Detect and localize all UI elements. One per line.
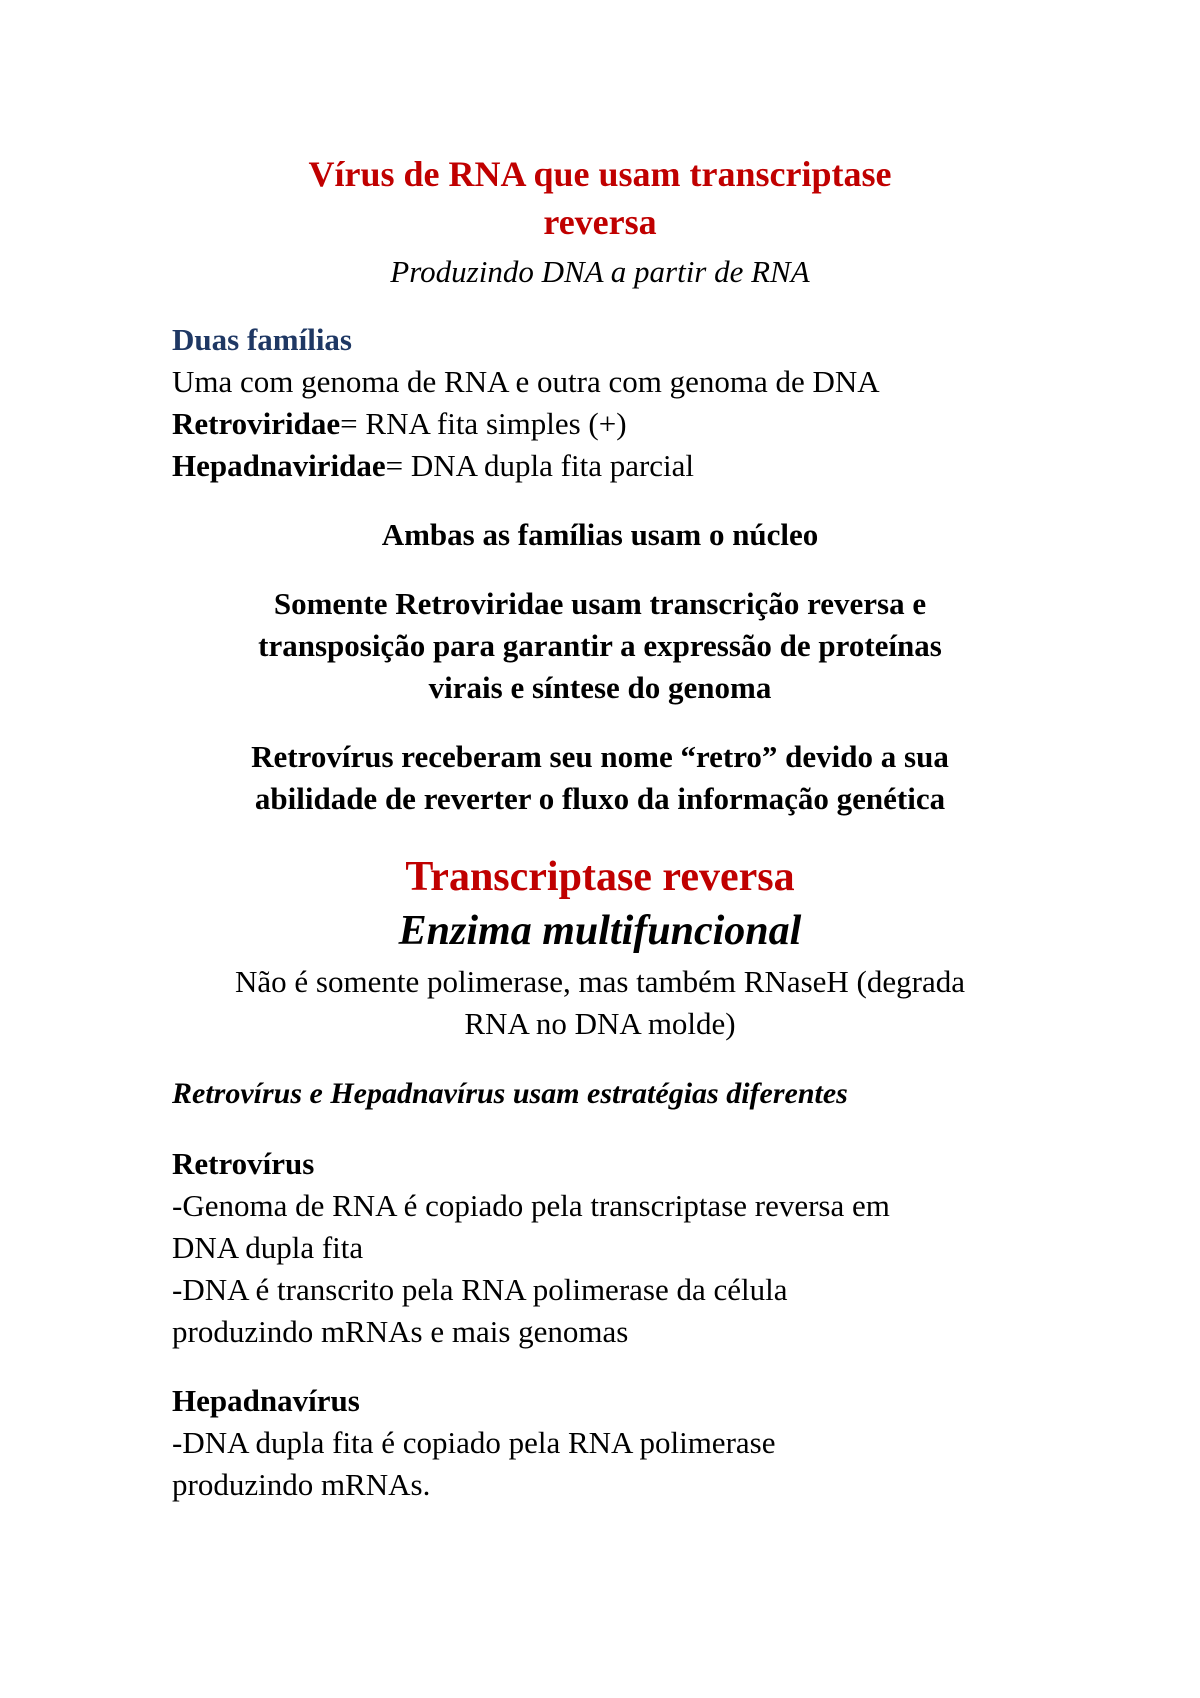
retrovirus-line-4: produzindo mRNAs e mais genomas — [172, 1314, 629, 1349]
enzyme-desc-line-1: Não é somente polimerase, mas também RNaseH (degrada — [235, 964, 965, 999]
hepadnavirus-heading: Hepadnavírus — [172, 1383, 360, 1418]
enzyme-desc-line-2: RNA no DNA molde) — [464, 1006, 736, 1041]
name-statement-line-2: abilidade de reverter o fluxo da informação genética — [254, 781, 946, 816]
main-subtitle: Produzindo DNA a partir de RNA — [390, 254, 810, 289]
retro-statement-line-3: virais e síntese do genoma — [428, 670, 772, 705]
family-name: Retroviridae — [172, 406, 341, 441]
retro-statement-line-1: Somente Retroviridae usam transcrição reversa e — [273, 586, 927, 621]
families-intro: Uma com genoma de RNA e outra com genoma de DNA — [172, 364, 880, 399]
section-subtitle: Enzima multifuncional — [398, 908, 802, 954]
family-desc: = RNA fita simples (+) — [340, 406, 627, 441]
hepadnavirus-line-2: produzindo mRNAs. — [172, 1467, 431, 1502]
retro-statement-line-2: transposição para garantir a expressão de proteínas — [258, 628, 942, 663]
strategies-statement: Retrovírus e Hepadnavírus usam estratégias diferentes — [172, 1077, 848, 1110]
main-title-line-1: Vírus de RNA que usam transcriptase — [308, 154, 892, 194]
hepadnavirus-line-1: -DNA dupla fita é copiado pela RNA polimerase — [172, 1425, 776, 1460]
section-title: Transcriptase reversa — [405, 854, 795, 900]
main-title-line-2: reversa — [543, 202, 657, 242]
retrovirus-line-1: -Genoma de RNA é copiado pela transcriptase reversa em — [172, 1188, 890, 1223]
families-heading: Duas famílias — [172, 322, 352, 357]
family-name: Hepadnaviridae — [172, 448, 386, 483]
family-desc: = DNA dupla fita parcial — [385, 448, 695, 483]
nucleus-statement: Ambas as famílias usam o núcleo — [381, 517, 819, 552]
family-item-retroviridae — [172, 408, 627, 439]
family-item-hepadnaviridae — [172, 450, 694, 481]
name-statement-line-1: Retrovírus receberam seu nome “retro” devido a sua — [251, 739, 949, 774]
retrovirus-line-2: DNA dupla fita — [172, 1230, 364, 1265]
retrovirus-heading: Retrovírus — [172, 1146, 315, 1181]
retrovirus-line-3: -DNA é transcrito pela RNA polimerase da célula — [172, 1272, 788, 1307]
